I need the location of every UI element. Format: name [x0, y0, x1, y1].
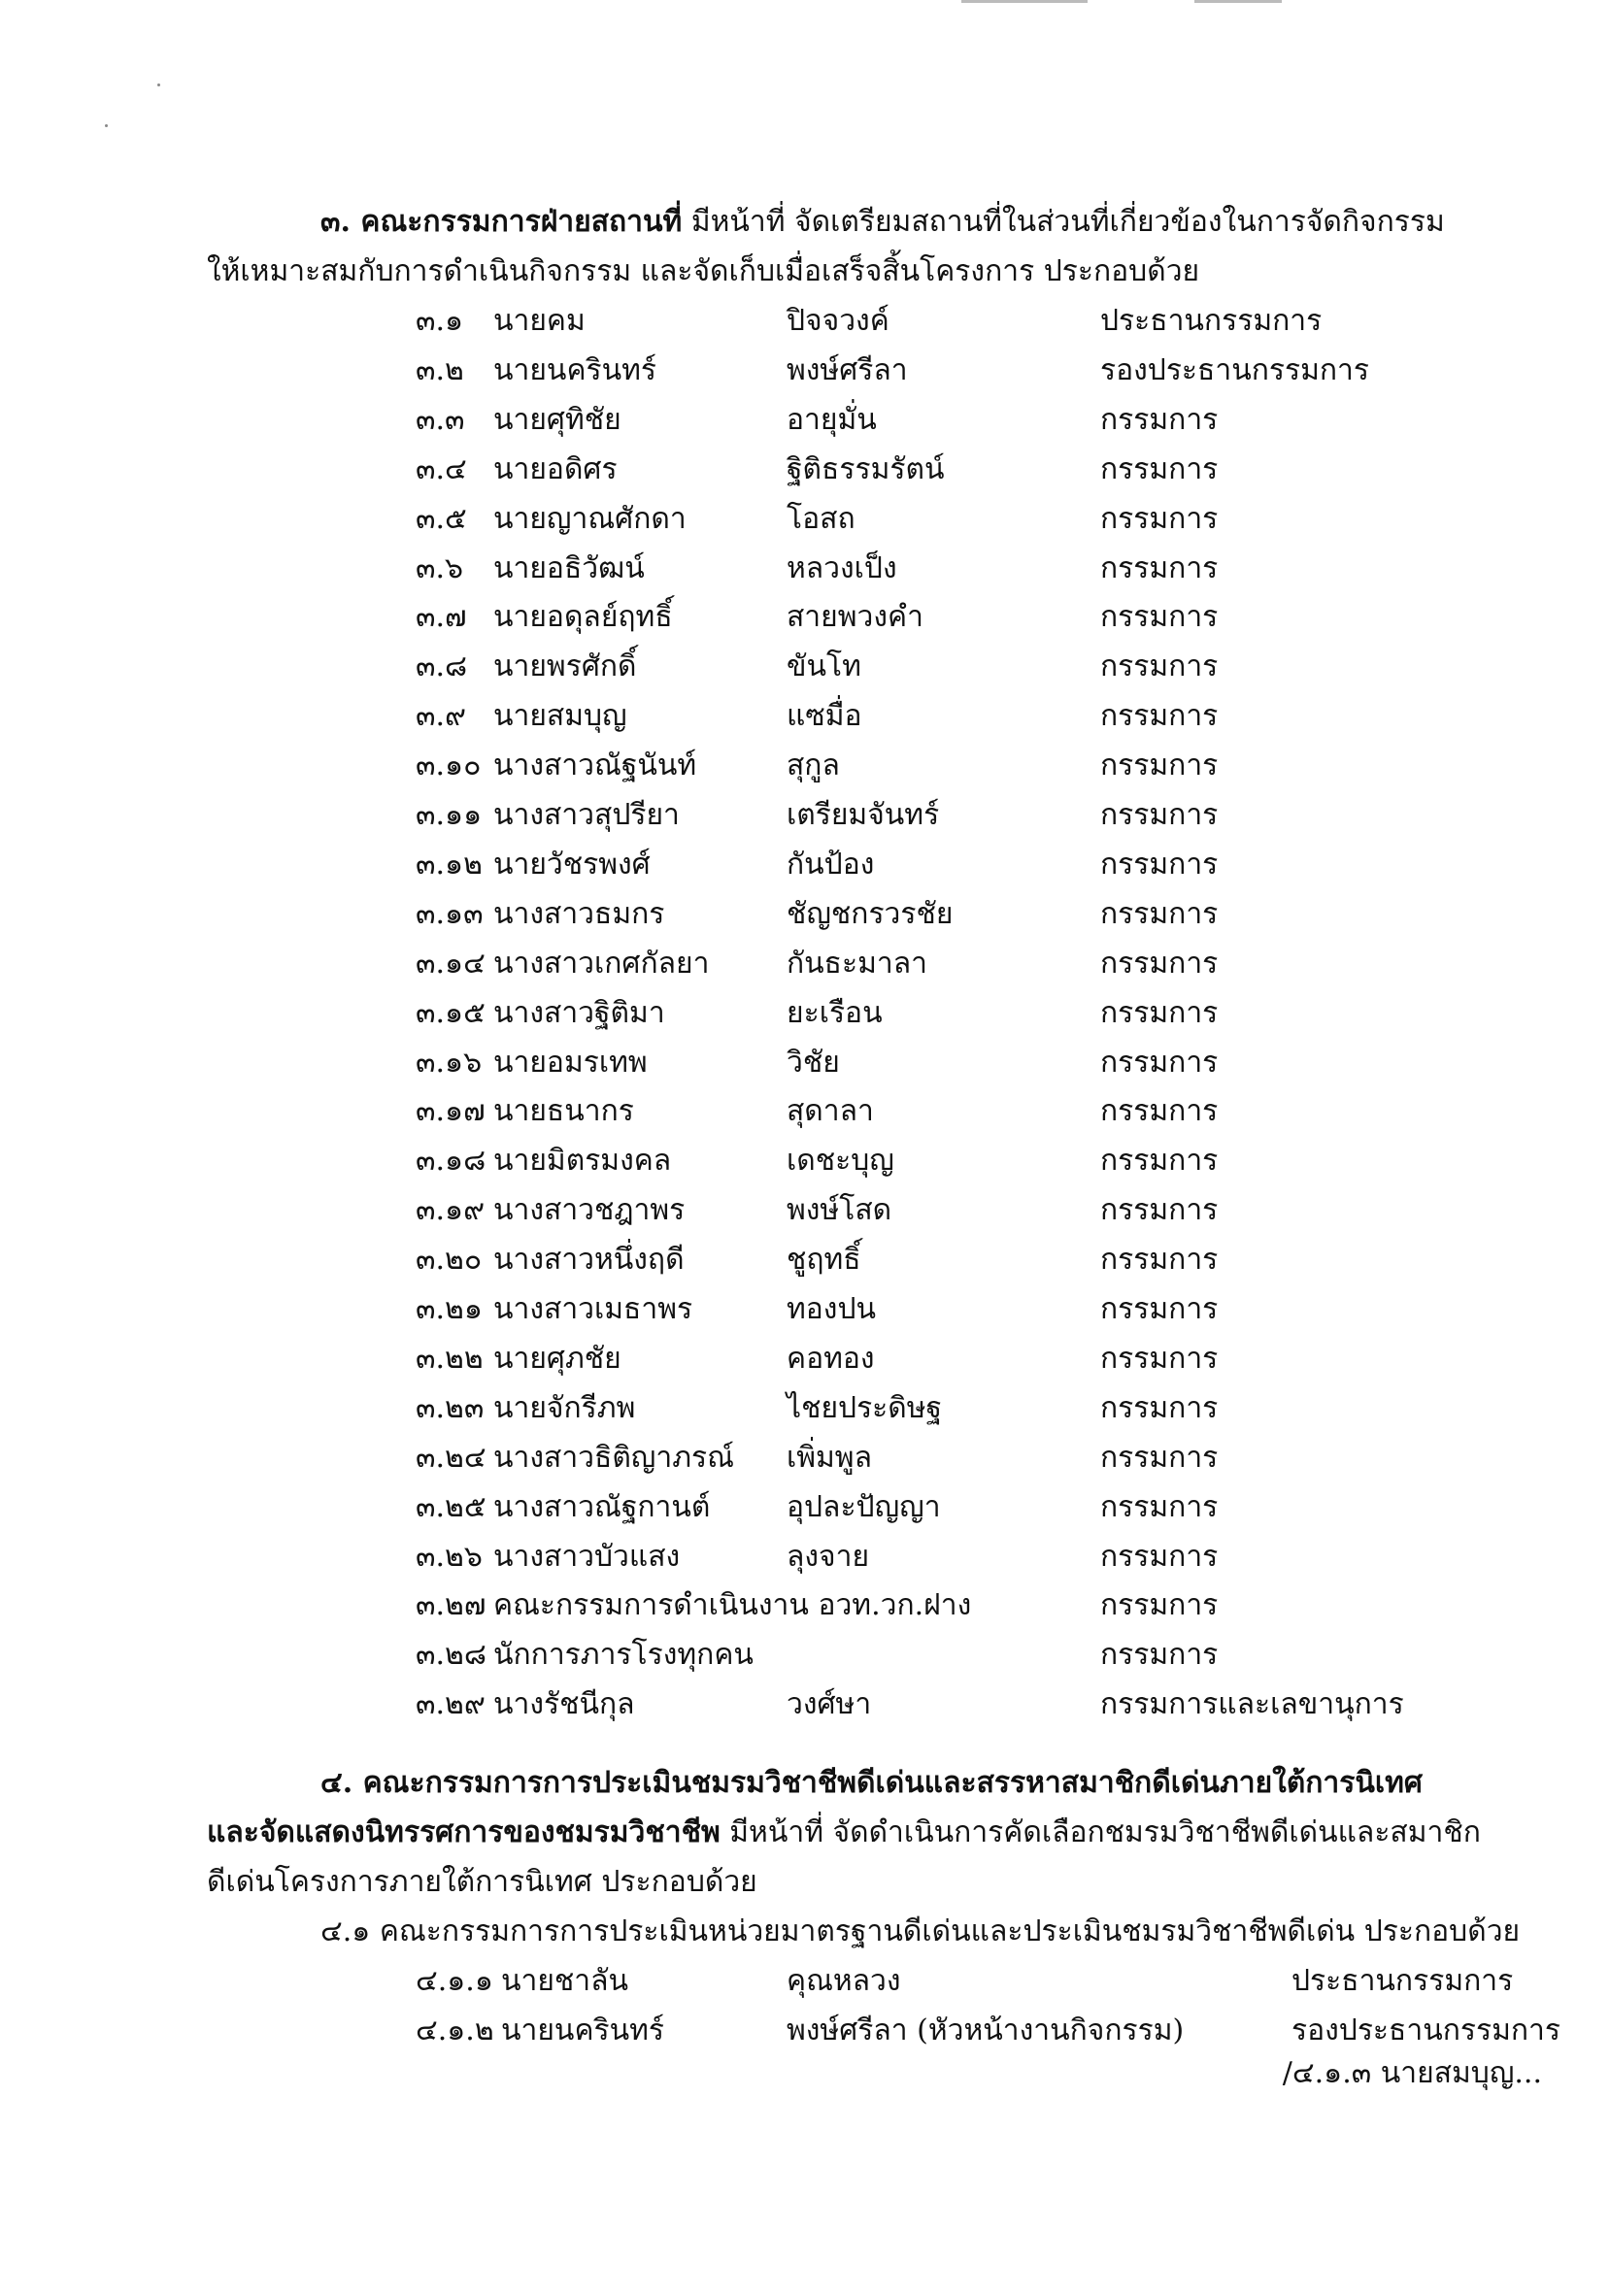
member-surname: โอสถ [787, 501, 855, 536]
member-surname: สุกูล [787, 749, 840, 783]
member-role: ประธานกรรมการ [1100, 304, 1323, 338]
member-surname: วงศ์ษา [787, 1687, 872, 1722]
member-number: ๓.๔ [416, 451, 467, 486]
member-number: ๓.๑ [416, 304, 464, 338]
member-number: ๓.๑๓ [416, 896, 484, 931]
member-number: ๓.๑๔ [416, 946, 486, 981]
section4-duty-text: มีหน้าที่ จัดดำเนินการคัดเลือกชมรมวิชาชีพดีเด่นและสมาชิก [720, 1815, 1481, 1849]
member-name: นักการภารโรงทุกคน [493, 1638, 754, 1673]
member-row [0, 1482, 1610, 1532]
member-name: นายนครินทร์ [501, 2013, 665, 2047]
member-role: กรรมการ [1100, 451, 1219, 486]
member-number: ๓.๙ [416, 699, 467, 734]
member-row [0, 889, 1610, 939]
member-role: กรรมการ [1100, 1094, 1219, 1129]
member-number: ๓.๑๗ [416, 1094, 486, 1129]
member-row [0, 1956, 1610, 2006]
scan-speck [105, 124, 108, 127]
scan-speck [157, 83, 160, 86]
member-role: รองประธานกรรมการ [1100, 352, 1370, 387]
member-role: กรรมการ [1100, 798, 1219, 832]
member-number: ๓.๒๗ [416, 1588, 486, 1623]
member-role: กรรมการ [1100, 1341, 1219, 1376]
member-name: นางสาวเมธาพร [493, 1292, 693, 1326]
member-row [0, 544, 1610, 593]
member-surname: พงษ์ศรีลา [787, 352, 908, 387]
member-name: นางสาวฐิติมา [493, 995, 665, 1030]
scan-edge-mark [961, 0, 1088, 3]
member-number: ๓.๒๕ [416, 1489, 486, 1524]
member-number: ๓.๖ [416, 550, 464, 585]
member-row [0, 790, 1610, 840]
member-name: นายศุทิชัย [493, 402, 621, 437]
member-role: กรรมการและเลขานุการ [1100, 1687, 1404, 1722]
member-number: ๓.๑๑ [416, 798, 483, 832]
member-row [0, 1235, 1610, 1284]
section3-duty-text: มีหน้าที่ จัดเตรียมสถานที่ในส่วนที่เกี่ยวข้องในการจัดกิจกรรม [682, 205, 1445, 239]
member-number: ๓.๒๐ [416, 1243, 483, 1278]
member-role: กรรมการ [1100, 1638, 1219, 1673]
member-name: คณะกรรมการดำเนินงาน อวท.วก.ฝาง [493, 1588, 972, 1623]
member-row [0, 939, 1610, 988]
member-surname: หลวงเป็ง [787, 550, 897, 585]
member-number: ๓.๗ [416, 600, 467, 635]
section4-text-line3: ดีเด่นโครงการภายใต้การนิเทศ ประกอบด้วย [207, 1865, 757, 1899]
member-number: ๓.๑๘ [416, 1144, 486, 1179]
member-role: กรรมการ [1100, 1193, 1219, 1228]
member-name: นางสาวธมกร [493, 896, 665, 931]
member-name: นางสาวบัวแสง [493, 1539, 681, 1574]
member-name: นายอธิวัฒน์ [493, 550, 645, 585]
section4-title: ๔. คณะกรรมการการประเมินชมรมวิชาชีพดีเด่นและสรรหาสมาชิกดีเด่นภายใต้การนิเทศ [320, 1766, 1423, 1800]
member-role: กรรมการ [1100, 946, 1219, 981]
member-row [0, 1532, 1610, 1581]
member-name: นายสมบุญ [493, 699, 627, 734]
member-row [0, 1086, 1610, 1136]
member-name: นายญาณศักดา [493, 501, 687, 536]
member-role: กรรมการ [1100, 1489, 1219, 1524]
member-name: นางสาวเกศกัลยา [493, 946, 710, 981]
member-name: นางสาวธิติญาภรณ์ [493, 1440, 734, 1475]
member-surname: แซมื่อ [787, 699, 862, 734]
member-name: นายวัชรพงศ์ [493, 847, 651, 882]
member-surname: เพิ่มพูล [787, 1440, 872, 1475]
member-surname: พงษ์โสด [787, 1193, 892, 1228]
page-continuation: /๔.๑.๓ นายสมบุญ... [1282, 2056, 1542, 2090]
member-role: กรรมการ [1100, 1440, 1219, 1475]
member-row [0, 1038, 1610, 1087]
member-name: นายอมรเทพ [493, 1045, 648, 1080]
member-role: ประธานกรรมการ [1291, 1964, 1514, 1998]
member-name: นายจักรีภพ [493, 1390, 636, 1425]
member-row [0, 1185, 1610, 1235]
member-row [0, 1383, 1610, 1433]
section4-title-cont: และจัดแสดงนิทรรศการของชมรมวิชาชีพ [207, 1815, 721, 1849]
member-surname: คอทอง [787, 1341, 875, 1376]
member-surname: กันป้อง [787, 847, 875, 882]
member-number: ๔.๑.๑ [416, 1964, 493, 1998]
member-name: นายพรศักดิ์ [493, 649, 637, 684]
member-row [0, 741, 1610, 790]
member-number: ๓.๒๑ [416, 1292, 483, 1326]
member-number: ๓.๒๔ [416, 1440, 486, 1475]
member-number: ๓.๕ [416, 501, 467, 536]
section4-heading-line1 [320, 1758, 1423, 1808]
member-surname: อุปละปัญญา [787, 1489, 941, 1524]
member-role: กรรมการ [1100, 501, 1219, 536]
member-row [0, 1630, 1610, 1680]
member-role: กรรมการ [1100, 699, 1219, 734]
member-role: กรรมการ [1100, 749, 1219, 783]
member-surname: ชูฤทธิ์ [787, 1243, 861, 1278]
member-role: กรรมการ [1100, 1390, 1219, 1425]
member-number: ๓.๓ [416, 402, 465, 437]
member-number: ๓.๒๙ [416, 1687, 486, 1722]
member-role: กรรมการ [1100, 1588, 1219, 1623]
member-name: นางสาวณัฐกานต์ [493, 1489, 711, 1524]
member-row [0, 988, 1610, 1038]
member-number: ๓.๒๖ [416, 1539, 483, 1574]
member-number: ๓.๒ [416, 352, 464, 387]
member-row [0, 691, 1610, 741]
member-number: ๓.๑๕ [416, 995, 486, 1030]
member-row [0, 1334, 1610, 1383]
member-name: นายศุภชัย [493, 1341, 621, 1376]
member-role: กรรมการ [1100, 1045, 1219, 1080]
member-number: ๓.๒๘ [416, 1638, 486, 1673]
member-surname: ทองปน [787, 1292, 876, 1326]
section4-heading-line2 [207, 1808, 1481, 1857]
member-role: กรรมการ [1100, 1539, 1219, 1574]
member-role: รองประธานกรรมการ [1291, 2013, 1561, 2047]
section4-subheading: ๔.๑ คณะกรรมการการประเมินหน่วยมาตรฐานดีเด่นและประเมินชมรมวิชาชีพดีเด่น ประกอบด้วย [320, 1914, 1521, 1948]
member-surname: คุณหลวง [787, 1964, 901, 1998]
member-name: นางสาวสุปรียา [493, 798, 680, 832]
member-row [0, 1433, 1610, 1482]
member-name: นายอดิศร [493, 451, 618, 486]
member-row [0, 445, 1610, 494]
member-surname: ขันโท [787, 649, 861, 684]
member-row [0, 395, 1610, 445]
member-role: กรรมการ [1100, 847, 1219, 882]
member-role: กรรมการ [1100, 402, 1219, 437]
member-row [0, 592, 1610, 642]
member-row [0, 296, 1610, 346]
member-row [0, 1581, 1610, 1630]
member-surname: อายุมั่น [787, 402, 877, 437]
member-number: ๓.๑๐ [416, 749, 482, 783]
member-number: ๔.๑.๒ [416, 2013, 494, 2047]
section3-text-line2: ให้เหมาะสมกับการดำเนินกิจกรรม และจัดเก็บเมื่อเสร็จสิ้นโครงการ ประกอบด้วย [207, 254, 1200, 288]
member-role: กรรมการ [1100, 649, 1219, 684]
member-role: กรรมการ [1100, 550, 1219, 585]
member-name: นางสาวณัฐนันท์ [493, 749, 697, 783]
member-surname: ปิจจวงค์ [787, 304, 889, 338]
member-row [0, 1284, 1610, 1334]
member-row [0, 346, 1610, 395]
member-number: ๓.๒๒ [416, 1341, 484, 1376]
member-name: นางรัชนีกุล [493, 1687, 635, 1722]
member-surname: ยะเรือน [787, 995, 883, 1030]
member-surname: กันธะมาลา [787, 946, 927, 981]
member-row [0, 494, 1610, 544]
member-surname: ลุงจาย [787, 1539, 870, 1574]
member-name: นายชาลัน [501, 1964, 629, 1998]
member-number: ๓.๑๖ [416, 1045, 483, 1080]
member-number: ๓.๑๙ [416, 1193, 486, 1228]
member-surname: สุดาลา [787, 1094, 874, 1129]
member-role: กรรมการ [1100, 1243, 1219, 1278]
member-role: กรรมการ [1100, 995, 1219, 1030]
member-surname: ชัญชกรวรชัย [787, 896, 954, 931]
member-surname: ฐิติธรรมรัตน์ [787, 451, 945, 486]
member-surname: เตรียมจันทร์ [787, 798, 940, 832]
member-role: กรรมการ [1100, 600, 1219, 635]
member-surname: ไชยประดิษฐ [787, 1390, 943, 1425]
member-number: ๓.๒๓ [416, 1390, 485, 1425]
member-role: กรรมการ [1100, 1292, 1219, 1326]
member-name: นายนครินทร์ [493, 352, 657, 387]
member-role: กรรมการ [1100, 896, 1219, 931]
member-surname: วิชัย [787, 1045, 840, 1080]
member-role: กรรมการ [1100, 1144, 1219, 1179]
member-name: นายธนากร [493, 1094, 634, 1129]
section3-heading-line [320, 197, 1445, 247]
member-row [0, 840, 1610, 889]
member-name: นายคม [493, 304, 586, 338]
member-surname: พงษ์ศรีลา (หัวหน้างานกิจกรรม) [787, 2013, 1185, 2047]
member-number: ๓.๑๒ [416, 847, 483, 882]
member-row [0, 1680, 1610, 1729]
member-name: นางสาวชฎาพร [493, 1193, 686, 1228]
section3-title: ๓. คณะกรรมการฝ่ายสถานที่ [320, 205, 683, 239]
member-row [0, 642, 1610, 691]
member-row [0, 1136, 1610, 1185]
member-surname: เดชะบุญ [787, 1144, 894, 1179]
member-name: นายมิตรมงคล [493, 1144, 672, 1179]
member-name: นางสาวหนึ่งฤดี [493, 1243, 685, 1278]
member-number: ๓.๘ [416, 649, 468, 684]
member-surname: สายพวงคำ [787, 600, 923, 635]
scan-edge-mark [1194, 0, 1282, 3]
member-name: นายอดุลย์ฤทธิ์ [493, 600, 673, 635]
